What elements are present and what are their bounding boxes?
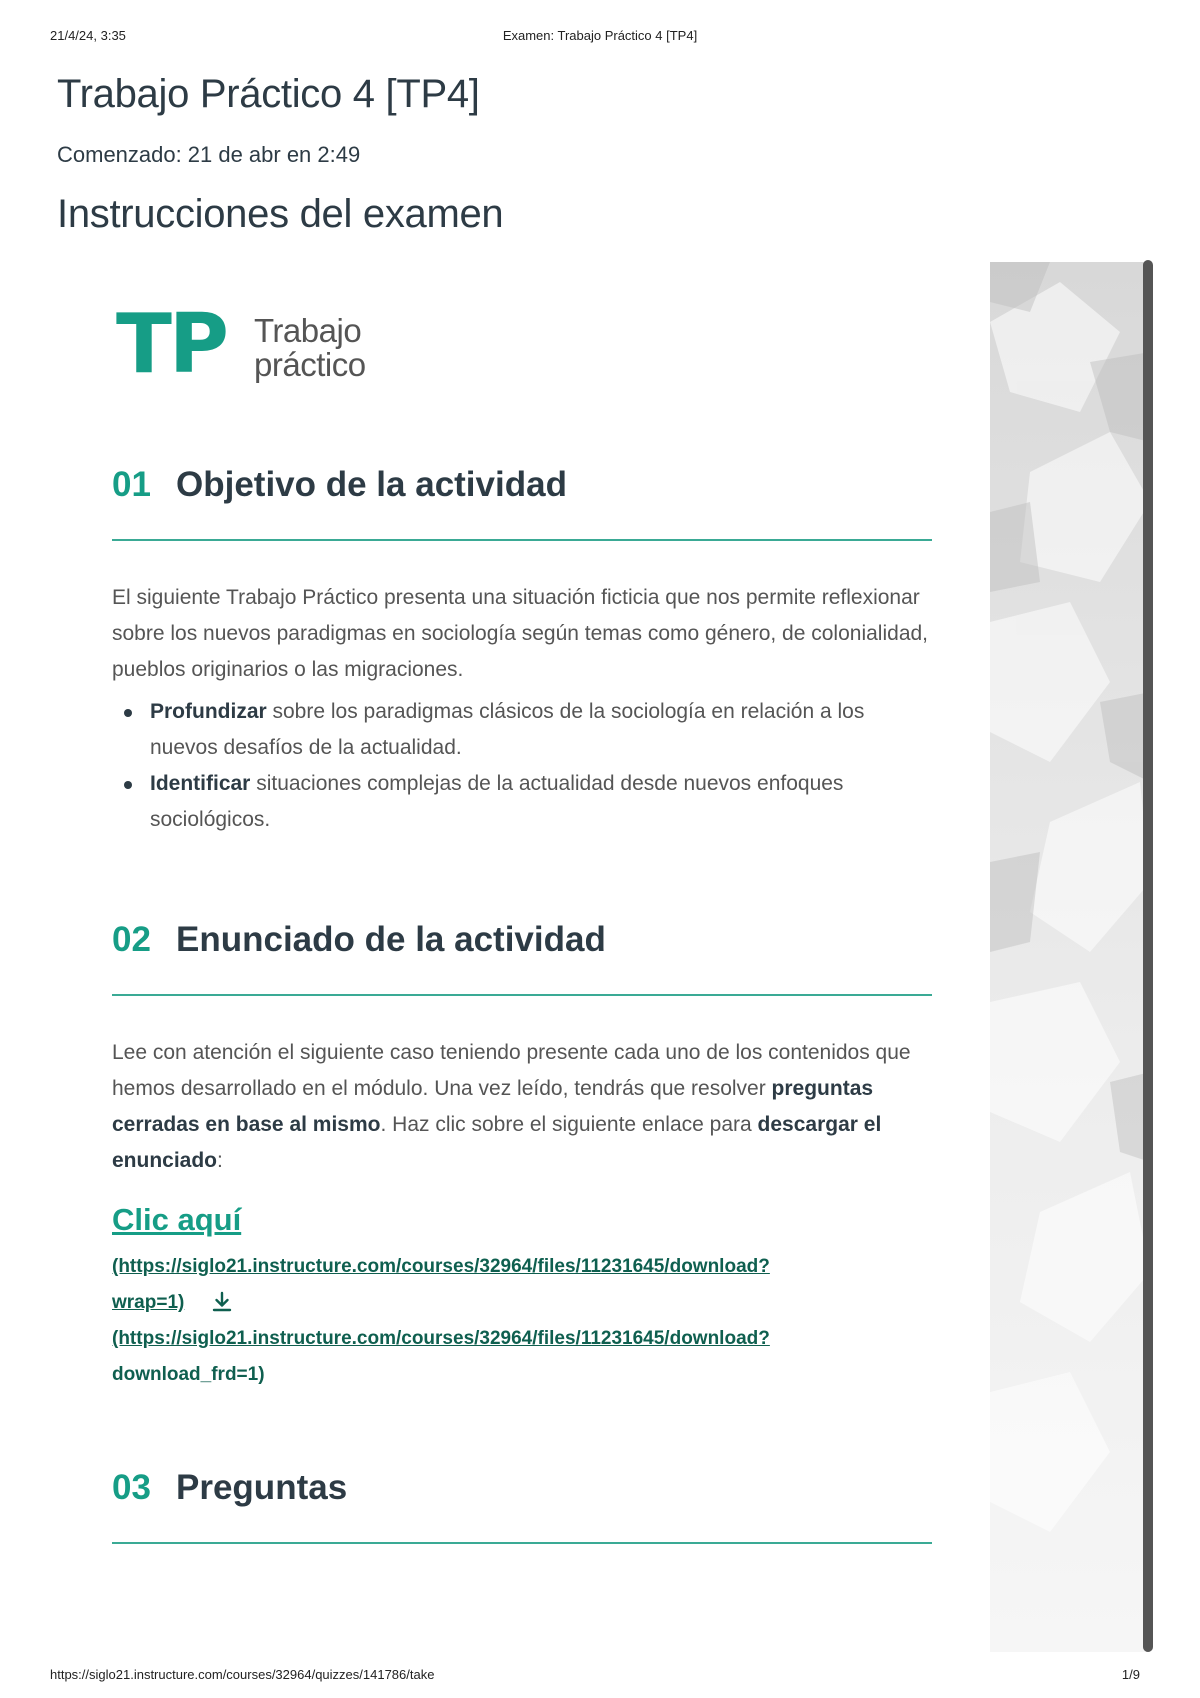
- print-footer-url: https://siglo21.instructure.com/courses/32964/quizzes/141786/take: [50, 1667, 435, 1682]
- section-header-preguntas: [112, 1468, 932, 1544]
- started-label: Comenzado:: [57, 142, 182, 167]
- download-icon[interactable]: [210, 1290, 234, 1314]
- section-header-enunciado: [112, 920, 932, 996]
- list-item: [112, 766, 932, 838]
- objetivo-paragraph: El siguiente Trabajo Práctico presenta una situación ficticia que nos permite reflexionar sobre los nuevos paradigmas en sociología según temas como género, de colonialidad, pueblos originarios o las migraciones.: [112, 586, 929, 681]
- list-item-text: situaciones complejas de la actualidad desde nuevos enfoques sociológicos.: [150, 772, 844, 831]
- enunciado-paragraph: [112, 1035, 932, 1179]
- enunciado-bold-2: descargar el enunciado: [112, 1113, 882, 1172]
- preview-link-url-line1[interactable]: (https://siglo21.instructure.com/courses/32964/files/11231645/download?: [112, 1256, 770, 1277]
- preview-link-url-line2[interactable]: wrap=1): [112, 1292, 185, 1313]
- print-header: [50, 28, 1150, 48]
- tp-logo: [116, 297, 416, 400]
- print-page-number: 1/9: [1121, 1667, 1140, 1682]
- geometric-pattern-graphic: [990, 262, 1150, 1652]
- enunciado-bold-1: preguntas cerradas en base al mismo: [112, 1077, 874, 1136]
- section-number: 02: [112, 920, 151, 959]
- page-title: Trabajo Práctico 4 [TP4]: [57, 72, 480, 116]
- print-footer: [50, 1667, 1150, 1687]
- enunciado-text-3: :: [217, 1149, 223, 1172]
- instructions-title: Instrucciones del examen: [57, 192, 504, 236]
- section-title: Enunciado de la actividad: [176, 920, 606, 959]
- started-info: [57, 142, 360, 168]
- section-title: Preguntas: [176, 1468, 348, 1507]
- section-number: 03: [112, 1468, 151, 1507]
- list-item: [112, 694, 932, 766]
- print-datetime: 21/4/24, 3:35: [50, 28, 126, 43]
- list-item-text: sobre los paradigmas clásicos de la sociología en relación a los nuevos desafíos de la actualidad.: [150, 700, 865, 759]
- download-link-url-line2[interactable]: download_frd=1): [112, 1364, 265, 1385]
- download-link-url-line1[interactable]: (https://siglo21.instructure.com/courses/32964/files/11231645/download?: [112, 1328, 770, 1349]
- download-icon-graphic: [210, 1290, 234, 1314]
- enunciado-text-1: Lee con atención el siguiente caso teniendo presente cada uno de los contenidos que hemos desarrollado en el módulo. Una vez leído, tendrás que resolver: [112, 1041, 911, 1100]
- tp-logo-line1: Trabajo: [254, 312, 362, 349]
- decorative-side-image: [990, 262, 1150, 1652]
- section-number: 01: [112, 465, 151, 504]
- enunciado-text-2: . Haz clic sobre el siguiente enlace para: [380, 1113, 758, 1136]
- list-item-bold: Identificar: [150, 772, 251, 795]
- print-title: Examen: Trabajo Práctico 4 [TP4]: [502, 28, 698, 43]
- section-header-objetivo: [112, 465, 932, 541]
- list-item-bold: Profundizar: [150, 700, 267, 723]
- started-value: 21 de abr en 2:49: [187, 142, 361, 167]
- clic-aqui-link[interactable]: Clic aquí: [112, 1202, 242, 1237]
- tp-logo-line2: práctico: [254, 346, 366, 383]
- section-title: Objetivo de la actividad: [176, 465, 567, 504]
- objetivo-list: [112, 694, 932, 838]
- scrollbar[interactable]: [1143, 260, 1153, 1652]
- tp-logo-mark: TP: [116, 297, 227, 392]
